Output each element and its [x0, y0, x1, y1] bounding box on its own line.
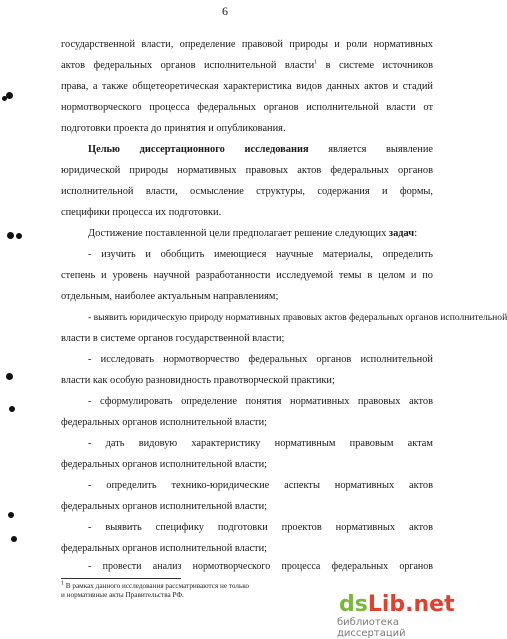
- text-line: - провести анализ нормотворческого процесса федеральных органов: [88, 561, 433, 572]
- text-fragment: актов федеральных органов исполнительной власти: [61, 60, 315, 71]
- scan-dot: [7, 232, 14, 239]
- bold-term: Целью диссертационного исследования: [88, 144, 309, 155]
- text-line: федеральных органов исполнительной власти;: [61, 501, 268, 512]
- text-line: нормотворческого процесса федеральных органов исполнительной власти от: [61, 102, 433, 113]
- scan-dot: [11, 536, 17, 542]
- text-line: исполнительной власти, осмысление структуры, содержания и формы,: [61, 186, 433, 197]
- text-line: [61, 59, 433, 72]
- text-line: специфики процесса их подготовки.: [61, 207, 222, 218]
- svg-text:dsLib.net: [339, 592, 455, 617]
- scan-dot: [8, 512, 14, 518]
- text-fragment: :: [414, 228, 418, 239]
- footnote-ref: 1: [314, 59, 318, 66]
- text-fragment: Достижение поставленной цели предполагает решение следующих: [88, 228, 387, 239]
- footnote-text: [61, 582, 249, 591]
- logo-lib: Lib: [367, 592, 406, 617]
- logo-net: .net: [405, 592, 455, 617]
- text-line: - выявить юридическую природу нормативных правовых актов федеральных органов исполнительной: [88, 312, 507, 323]
- text-fragment: является выявление: [328, 144, 433, 155]
- watermark-caption: библиотека диссертаций: [337, 617, 406, 639]
- scan-dot: [6, 373, 13, 380]
- text-line: юридической природы нормативных правовых актов федеральных органов: [61, 165, 433, 176]
- text-line: подготовки проекта до принятия и опубликования.: [61, 123, 286, 134]
- text-line: степень и уровень научной разработанности исследуемой темы в целом и по: [61, 270, 433, 281]
- text-line: - сформулировать определение понятия нормативных правовых актов: [88, 396, 433, 407]
- text-line: федеральных органов исполнительной власти;: [61, 417, 268, 428]
- text-line: - выявить специфику подготовки проектов нормативных актов: [88, 522, 433, 533]
- text-line: федеральных органов исполнительной власти;: [61, 543, 268, 554]
- page-number: 6: [222, 4, 228, 18]
- text-line: - дать видовую характеристику нормативным правовым актам: [88, 438, 433, 449]
- text-line: [88, 227, 433, 240]
- scan-dot: [9, 406, 15, 412]
- text-line: отдельным, наиболее актуальным направлениям;: [61, 291, 279, 302]
- logo-ds: ds: [339, 592, 368, 617]
- dslib-logo: [337, 587, 455, 617]
- text-line: - определить технико-юридические аспекты нормативных актов: [88, 480, 433, 491]
- footnote-line: В рамках данного исследования рассматриваются не только: [65, 582, 250, 590]
- scan-dot: [6, 92, 13, 99]
- footnote-marker: 1: [61, 580, 64, 587]
- text-fragment: в системе источников: [325, 60, 433, 71]
- text-line: - изучить и обобщить имеющиеся научные материалы, определить: [88, 249, 433, 260]
- scan-dot: [2, 96, 7, 101]
- watermark-stamp: [337, 587, 455, 639]
- bold-term: задач: [388, 228, 415, 239]
- text-line: власти как особую разновидность правотворческой практики;: [61, 375, 335, 386]
- text-line: - исследовать нормотворчество федеральных органов исполнительной: [88, 354, 433, 365]
- text-line: государственной власти, определение правовой природы и роли нормативных: [61, 39, 433, 50]
- scan-dot: [16, 233, 22, 239]
- text-line: власти в системе органов государственной власти;: [61, 333, 285, 344]
- footnote-line: и нормативные акты Правительства РФ.: [61, 591, 184, 599]
- text-line: [88, 143, 433, 156]
- text-line: права, а также общетеоретическая характеристика видов данных актов и стадий: [61, 81, 433, 92]
- text-line: федеральных органов исполнительной власти;: [61, 459, 268, 470]
- footnote-separator: [61, 578, 181, 579]
